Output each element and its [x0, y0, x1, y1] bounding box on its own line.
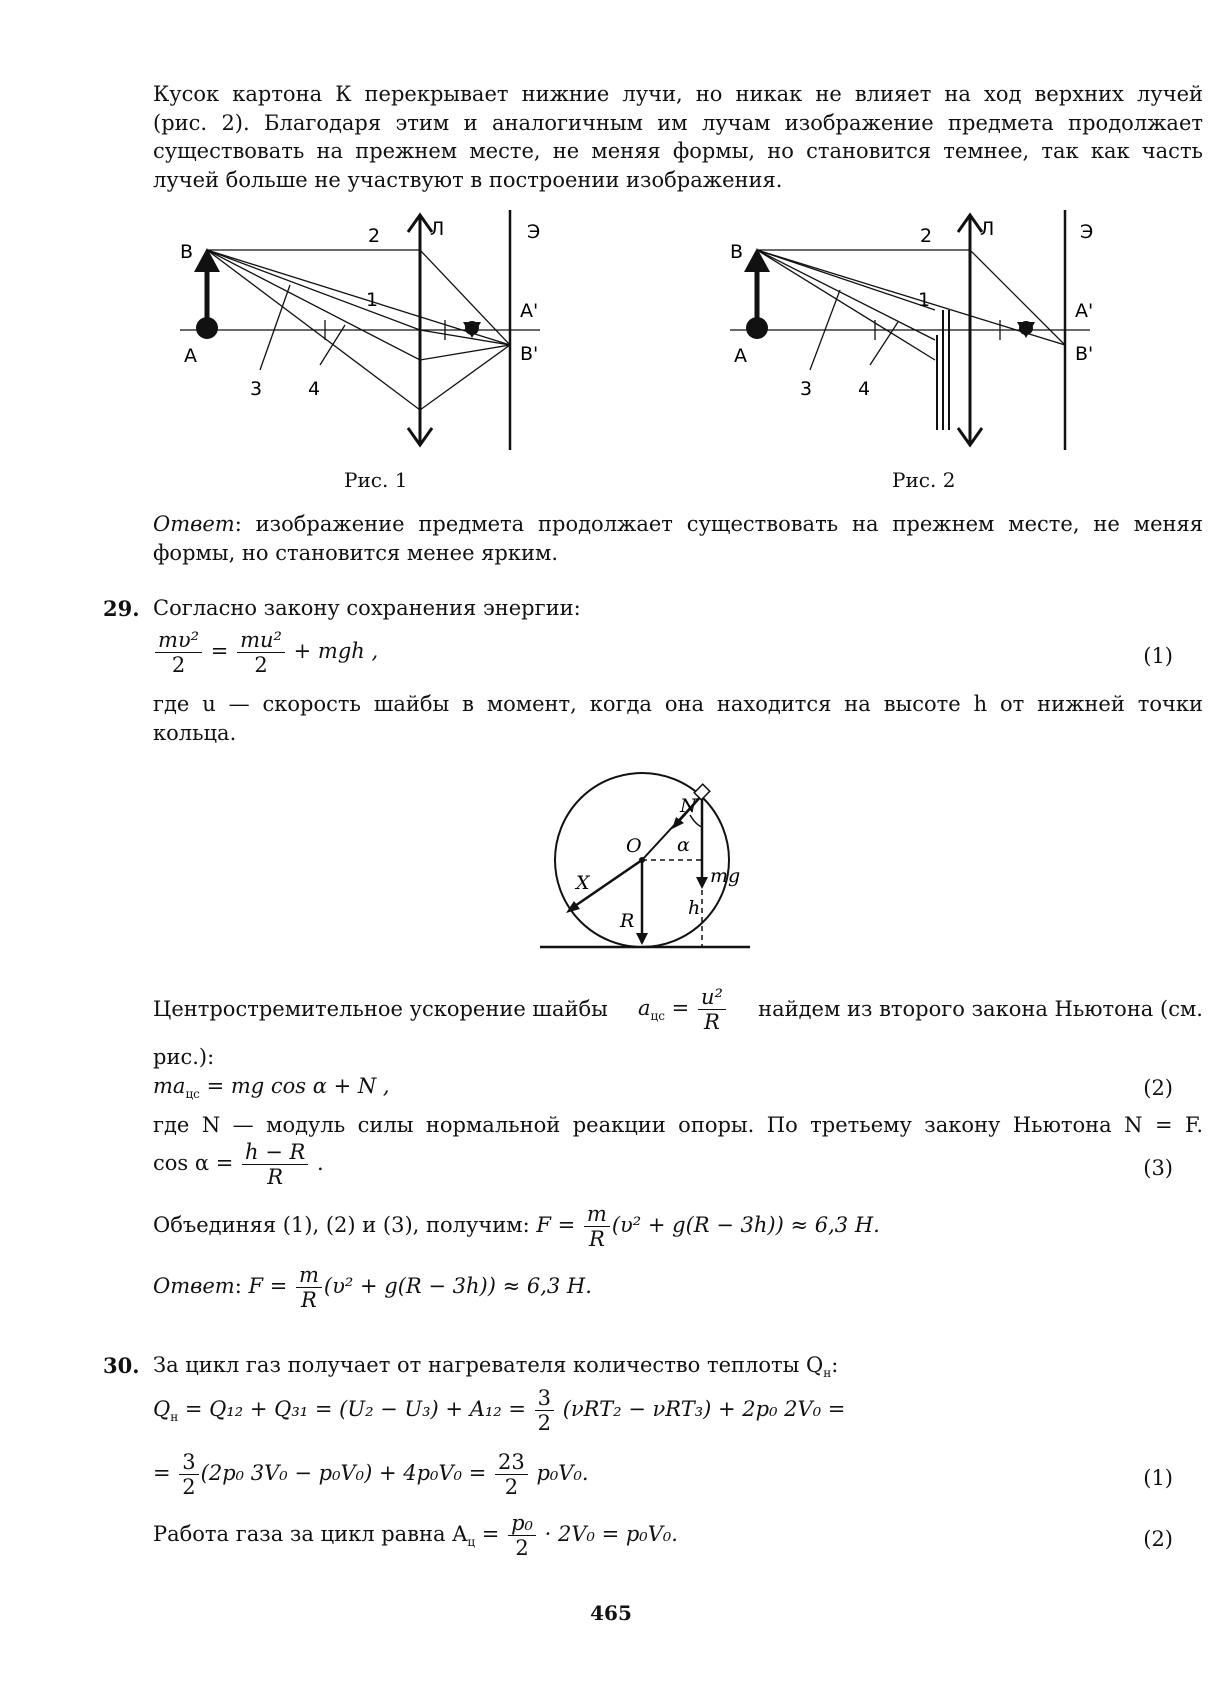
fig1-label-ray-4: 4 [308, 378, 321, 400]
page-number: 465 [590, 1601, 632, 1625]
ring-diagram [530, 755, 760, 955]
p30-l2-den1: 2 [182, 1475, 196, 1499]
answer-28-line-2: формы, но становится менее ярким. [153, 540, 559, 565]
problem-29-answer [153, 1263, 1203, 1323]
combine-tail: (υ² + g(R − 3h)) ≈ 6,3 Н. [611, 1213, 880, 1237]
figure-2-caption: Рис. 2 [892, 468, 956, 492]
centripetal-continuation: рис.): [153, 1045, 215, 1069]
ring-r-arrowhead [636, 933, 648, 945]
eq1-lhs-num: mυ² [155, 628, 202, 653]
p30-l2-tail: p₀V₀. [536, 1461, 589, 1485]
p30-l2-den2: 2 [504, 1475, 519, 1499]
eq3-label: (3) [1143, 1156, 1173, 1180]
answer-29-lhs: F = [248, 1274, 288, 1298]
answer-29-prefix: Ответ [153, 1274, 235, 1298]
problem-30-line1 [153, 1386, 1203, 1446]
ring-label-N: N [680, 795, 697, 817]
fig2-ray-3 [757, 250, 935, 340]
eq2-label: (2) [1143, 1076, 1173, 1100]
answer-29-den: R [301, 1288, 317, 1312]
fig1-label-screen: Э [527, 221, 541, 243]
fig2-label-ray-4: 4 [858, 378, 871, 400]
problem-30-heading [153, 1353, 838, 1380]
problem-29-heading: Согласно закону сохранения энергии: [153, 596, 581, 620]
combine-text: Объединяя (1), (2) и (3), получим: [153, 1213, 530, 1237]
centripetal-sub: цс [650, 1008, 665, 1023]
problem-30-number: 30. [103, 1353, 140, 1378]
fig1-label-B-image: B' [520, 343, 539, 365]
p30-work-num: p₀ [508, 1511, 536, 1536]
centripetal-num: u² [698, 985, 726, 1010]
fig1-label-ray-2: 2 [368, 225, 381, 247]
fig2-label-ray-3: 3 [800, 378, 813, 400]
eq1-rhs-num: mu² [237, 628, 285, 653]
p30-l2-num1: 3 [179, 1450, 198, 1475]
eq1-lhs-fraction [155, 628, 202, 677]
fig2-label-screen: Э [1080, 221, 1094, 243]
answer-28-prefix: Ответ [153, 512, 235, 536]
intro-line-4: лучей больше не участвуют в построении изображения. [153, 167, 783, 192]
p30-l1-den: 2 [537, 1411, 552, 1435]
fig1-object-point-A [196, 317, 218, 339]
centripetal-after: найдем из второго закона Ньютона (см. [758, 997, 1203, 1021]
problem-29-combine [153, 1202, 1203, 1262]
p30-l1-fraction [535, 1386, 554, 1435]
p30-work-sub: ц [467, 1535, 476, 1550]
fig1-label-ray-3: 3 [250, 378, 263, 400]
combine-den: R [588, 1227, 605, 1251]
p30-l2-mid: (2p₀ 3V₀ − p₀V₀) + 4p₀V₀ = [200, 1461, 487, 1485]
problem-29-where [153, 690, 1203, 747]
centripetal-symbol: a [638, 995, 651, 1020]
problem-30-line2 [153, 1450, 1203, 1510]
centripetal-formula [638, 985, 728, 1034]
answer-29-tail: (υ² + g(R − 3h)) ≈ 6,3 Н. [323, 1274, 592, 1298]
p30-l2-num2: 23 [495, 1450, 528, 1475]
fig2-label-A: A [734, 345, 747, 367]
figure-2-lens-diagram [730, 210, 1110, 460]
p30-work-eq: = [481, 1522, 500, 1546]
ring-label-X: X [576, 872, 590, 894]
fig2-label-B: B [730, 241, 744, 263]
fig1-label-B: B [180, 241, 194, 263]
eq1-equals: = [210, 639, 229, 663]
figure-1-lens-diagram [180, 210, 560, 460]
centripetal-fraction [698, 985, 726, 1034]
intro-paragraph [153, 80, 1203, 194]
answer-28 [153, 510, 1203, 567]
p30-l1-num: 3 [535, 1386, 554, 1411]
p30-l1-start: Q [153, 1397, 171, 1421]
eq3-fraction [242, 1140, 308, 1189]
p30-work-tail: · 2V₀ = p₀V₀. [544, 1522, 678, 1546]
eq1-label: (1) [1143, 644, 1173, 668]
problem-29-number: 29. [103, 596, 140, 621]
eq1-tail: + mgh , [293, 639, 379, 663]
where-line-2: кольца. [153, 720, 237, 745]
fig1-label-A: A [184, 345, 197, 367]
p30-heading-text: За цикл газ получает от нагревателя количество теплоты Q [153, 1353, 824, 1377]
fig2-ray-1 [757, 250, 1065, 345]
fig2-label-A-image: A' [1075, 300, 1094, 322]
fig2-label-ray-2: 2 [920, 225, 933, 247]
fig2-ray-4 [757, 250, 935, 360]
ring-center-point [639, 857, 645, 863]
ring-label-R: R [620, 910, 635, 932]
eq2-rest: = mg cos α + N , [206, 1074, 390, 1098]
p30-l2-fraction-1 [179, 1450, 198, 1499]
ring-label-h: h [688, 897, 701, 919]
ring-mg-arrowhead [696, 877, 708, 889]
eq3-tail: . [316, 1151, 324, 1175]
centripetal-den: R [704, 1009, 720, 1034]
centripetal-before: Центростремительное ускорение шайбы [153, 997, 608, 1021]
fig1-label-lens: Л [430, 218, 445, 240]
fig2-object-arrowhead [744, 248, 770, 272]
p30-heading-sub: н [823, 1366, 832, 1381]
combine-fraction [584, 1202, 610, 1251]
fig2-ray-mid [757, 250, 935, 310]
problem-29-eq3 [153, 1140, 1203, 1200]
p30-l2-fraction-2 [495, 1450, 528, 1499]
p30-l1-start-sub: н [170, 1410, 179, 1425]
fig2-label-lens: Л [980, 218, 995, 240]
fig2-label-B-image: B' [1075, 343, 1094, 365]
eq3-num: h − R [242, 1140, 308, 1165]
intro-line-3: существовать на прежнем месте, не меняя формы, но становится темнее, так как часть [153, 139, 1203, 163]
answer-29-fraction [296, 1263, 322, 1312]
eq1-rhs-fraction [237, 628, 285, 677]
answer-28-text-1: : изображение предмета продолжает существовать на прежнем месте, не меняя [234, 512, 1203, 536]
figure-1-caption: Рис. 1 [344, 468, 408, 492]
p30-heading-tail: : [831, 1353, 839, 1377]
combine-num: m [584, 1202, 610, 1227]
answer-28-line-1 [153, 510, 1203, 539]
p30-l2-label: (1) [1143, 1466, 1173, 1490]
eq1-rhs-den: 2 [254, 653, 268, 677]
answer-29-colon: : [234, 1274, 242, 1298]
eq3-lhs: cos α = [153, 1151, 234, 1175]
p30-work-label: (2) [1143, 1527, 1173, 1551]
ring-label-O: O [626, 835, 642, 857]
eq2-ma: ma [153, 1074, 186, 1098]
problem-29-eq2 [153, 1074, 1203, 1106]
p30-l1-tail: (νRT₂ − νRT₃) + 2p₀ 2V₀ = [562, 1397, 846, 1421]
problem-30-work [153, 1511, 1203, 1571]
eq1-lhs-den: 2 [171, 653, 186, 677]
ring-label-alpha: α [677, 834, 690, 856]
fig1-label-ray-1: 1 [366, 289, 379, 311]
intro-line-2: (рис. 2). Благодаря этим и аналогичным им лучам изображение предмета продолжает [153, 110, 1203, 135]
combine-lhs: F = [536, 1213, 576, 1237]
p30-work-text: Работа газа за цикл равна A [153, 1522, 468, 1546]
p30-l1-mid: = Q₁₂ + Q₃₁ = (U₂ − U₃) + A₁₂ = [184, 1397, 526, 1421]
fig2-object-point-A [746, 317, 768, 339]
p30-work-den: 2 [515, 1536, 529, 1560]
ring-label-mg: mg [710, 865, 741, 887]
p30-l2-start: = [153, 1461, 171, 1485]
problem-29-eq1 [153, 628, 1203, 688]
fig1-pointer-3 [260, 285, 290, 370]
fig1-object-arrowhead [194, 248, 220, 272]
eq3-den: R [267, 1165, 284, 1189]
newton-line: где N — модуль силы нормальной реакции опоры. По третьему закону Ньютона N = F. [153, 1113, 1203, 1137]
eq2-sub: цс [185, 1087, 200, 1102]
answer-29-num: m [296, 1263, 322, 1288]
centripetal-line [153, 978, 1203, 1040]
fig1-pointer-4 [320, 325, 345, 365]
where-line-1: где u — скорость шайбы в момент, когда она находится на высоте h от нижней точки [153, 692, 1203, 716]
centripetal-equals: = [671, 995, 690, 1020]
fig1-label-A-image: A' [520, 300, 539, 322]
p30-work-fraction [508, 1511, 536, 1560]
fig2-label-ray-1: 1 [918, 289, 931, 311]
intro-line-1: Кусок картона К перекрывает нижние лучи, но никак не влияет на ход верхних лучей [153, 82, 1203, 106]
